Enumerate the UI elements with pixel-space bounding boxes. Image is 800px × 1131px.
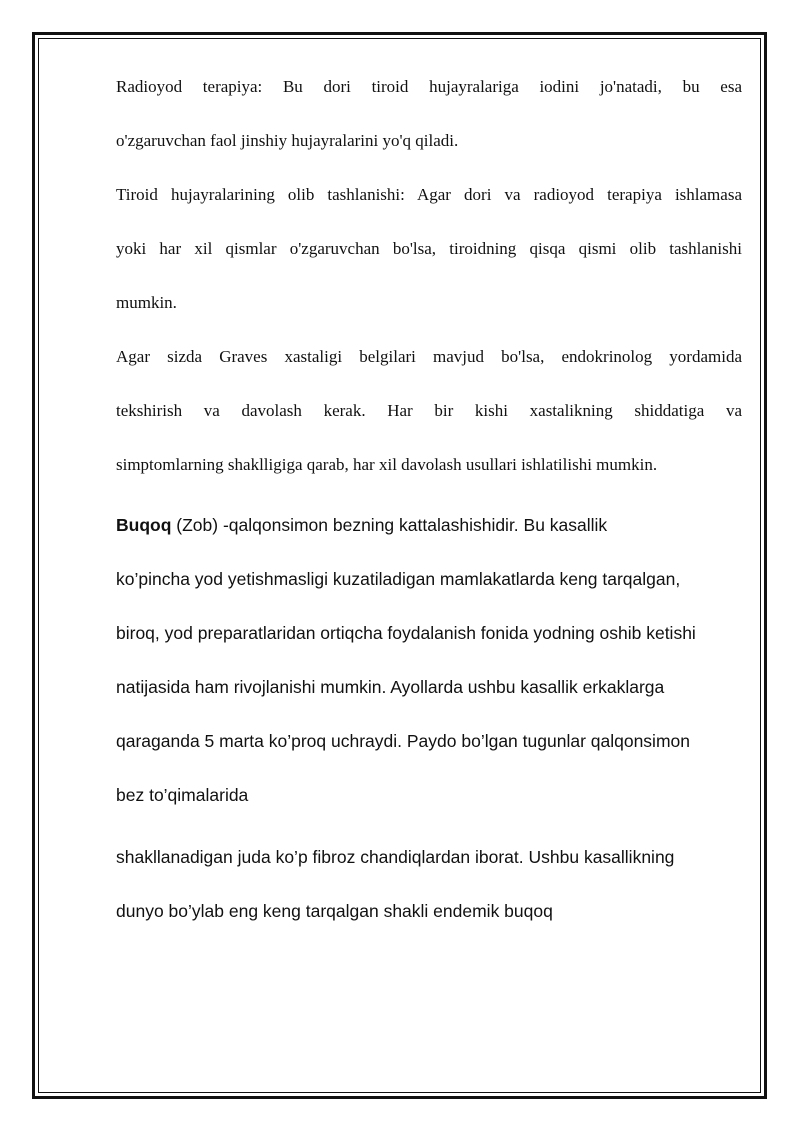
text-line: mumkin. (116, 293, 177, 312)
text-line: yoki har xil qismlar o'zgaruvchan bo'lsa, tiroidning qisqa qismi olib tashlanishi (116, 239, 742, 258)
text-span: (Zob) -qalqonsimon bezning kattalashishidir. Bu kasallik (171, 515, 608, 535)
paragraph-radioyod (116, 60, 742, 168)
text-line: natijasida ham rivojlanishi mumkin. Ayollarda ushbu kasallik erkaklarga (116, 677, 665, 697)
document-body (116, 60, 742, 938)
paragraph-tiroid (116, 168, 742, 330)
text-line: tekshirish va davolash kerak. Har bir kishi xastalikning shiddatiga va (116, 401, 742, 420)
text-line: Agar sizda Graves xastaligi belgilari mavjud bo'lsa, endokrinolog yordamida (116, 347, 742, 366)
term-buqoq: Buqoq (116, 515, 172, 535)
paragraph-graves (116, 330, 742, 492)
paragraph-final (116, 830, 742, 938)
text-line: biroq, yod preparatlaridan ortiqcha foydalanish fonida yodning oshib ketishi (116, 623, 696, 643)
text-line: o'zgaruvchan faol jinshiy hujayralarini yo'q qiladi. (116, 131, 459, 150)
text-line: dunyo bo’ylab eng keng tarqalgan shakli endemik buqoq (116, 901, 553, 921)
text-line: simptomlarning shaklligiga qarab, har xil davolash usullari ishlatilishi mumkin. (116, 455, 658, 474)
text-line (116, 498, 742, 552)
text-line: qaraganda 5 marta ko’proq uchraydi. Paydo bo’lgan tugunlar qalqonsimon (116, 731, 690, 751)
paragraph-buqoq (116, 498, 742, 822)
text-line: Radioyod terapiya: Bu dori tiroid hujayralariga iodini jo'natadi, bu esa (116, 77, 742, 96)
text-line: shakllanadigan juda ko’p fibroz chandiqlardan iborat. Ushbu kasallikning (116, 847, 675, 867)
text-line: Tiroid hujayralarining olib tashlanishi: Agar dori va radioyod terapiya ishlamasa (116, 185, 742, 204)
text-line: bez to’qimalarida (116, 785, 249, 805)
text-line: ko’pincha yod yetishmasligi kuzatiladigan mamlakatlarda keng tarqalgan, (116, 569, 681, 589)
